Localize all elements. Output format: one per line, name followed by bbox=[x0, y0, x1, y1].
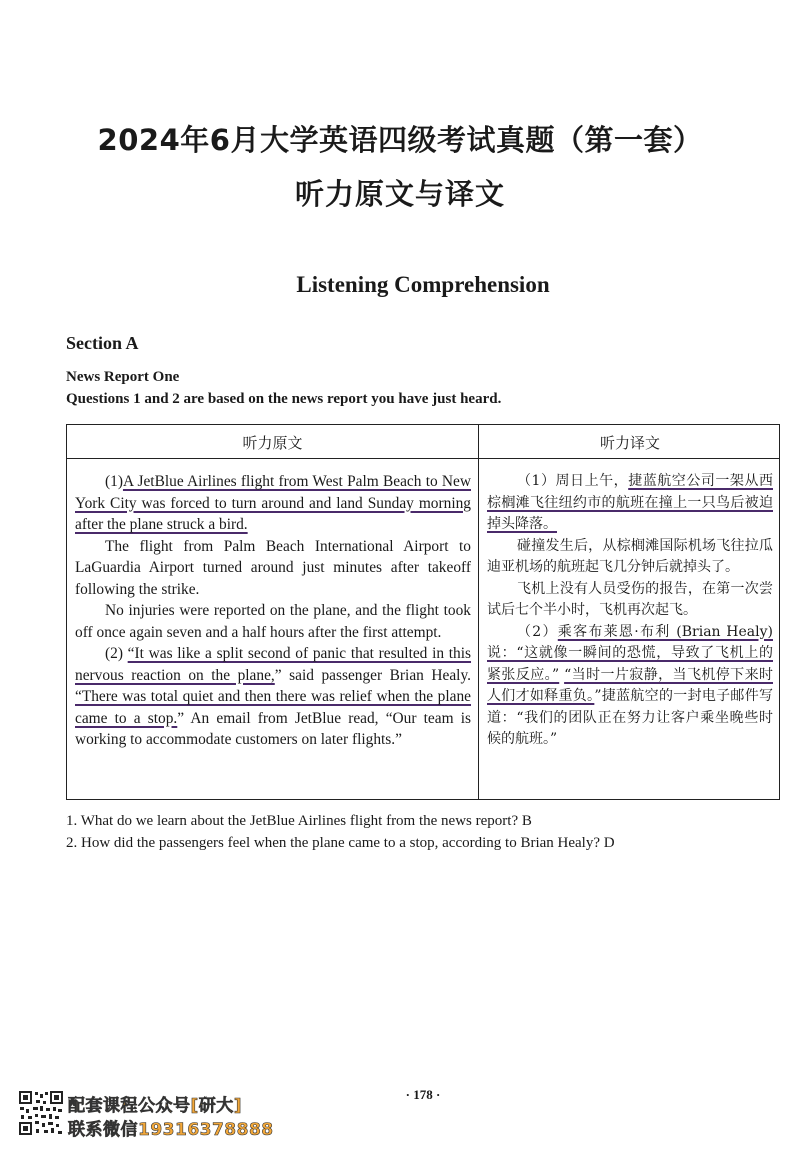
english-transcript bbox=[75, 471, 471, 751]
part-heading: Listening Comprehension bbox=[296, 272, 550, 297]
column-divider bbox=[478, 425, 479, 799]
answer-list bbox=[66, 810, 615, 854]
en-paragraph-4 bbox=[75, 643, 471, 751]
section-heading: Section A bbox=[66, 333, 139, 353]
chinese-translation bbox=[487, 471, 773, 751]
page-title: 2024年6月大学英语四级考试真题（第一套） bbox=[97, 123, 703, 157]
en-p1-underlined: A JetBlue Airlines flight from West Palm Beach to New York City was forced to turn around and land Sunday morning after the plane struck a bird. bbox=[75, 473, 471, 533]
en-paragraph-2: The flight from Palm Beach International Airport to LaGuardia Airport turned around just minutes after takeoff following the strike. bbox=[75, 537, 471, 598]
answer-2: 2. How did the passengers feel when the plane came to a stop, according to Brian Healy? D bbox=[66, 835, 615, 851]
page-number: · 178 · bbox=[405, 1087, 441, 1102]
report-heading: News Report One bbox=[66, 369, 180, 385]
qr-code-icon bbox=[18, 1090, 64, 1136]
en-p4-prefix: (2) bbox=[105, 645, 128, 662]
zh-p1-underlined: 捷蓝航空公司一架从西棕榈滩飞往纽约市的航班在撞上一只鸟后被迫掉头降落。 bbox=[487, 473, 773, 532]
header-translation: 听力译文 bbox=[599, 434, 660, 452]
zh-p4-suffix: ”捷蓝航空的一封电子邮件写道：“我们的团队正在努力让客户乘坐晚些时候的航班。” bbox=[487, 688, 773, 747]
zh-p4-prefix: （2） bbox=[517, 623, 558, 640]
questions-intro: Questions 1 and 2 are based on the news report you have just heard. bbox=[66, 391, 502, 407]
zh-paragraph-1 bbox=[487, 471, 773, 536]
page-subtitle: 听力原文与译文 bbox=[294, 177, 505, 211]
en-paragraph-1 bbox=[75, 471, 471, 536]
en-p1-prefix: (1) bbox=[105, 473, 123, 490]
zh-p4-underlined-1: 乘客布莱恩·布利 (Brian Healy) 说：“这就像一瞬间的恐慌，导致了飞机上的紧张反应。” bbox=[487, 623, 773, 683]
en-p4-underlined-2: “There was total quiet and then there was relief when the plane came to a stop. bbox=[75, 688, 471, 727]
en-p4-suffix: ” An email from JetBlue read, “Our team is working to accommodate customers on later flights.” bbox=[75, 709, 471, 748]
header-original: 听力原文 bbox=[242, 434, 303, 452]
en-p4-underlined-1: “It was like a split second of panic that resulted in this nervous reaction on the plane, bbox=[75, 645, 472, 684]
table-header-row bbox=[67, 425, 779, 459]
transcript-table bbox=[66, 424, 780, 800]
en-paragraph-3: No injuries were reported on the plane, and the flight took off once again seven and a half hours after the first attempt. bbox=[75, 602, 471, 641]
answer-1: 1. What do we learn about the JetBlue Airlines flight from the news report? B bbox=[66, 813, 532, 829]
zh-paragraph-4 bbox=[487, 622, 773, 751]
zh-p1-prefix: （1）周日上午， bbox=[517, 473, 629, 489]
zh-paragraph-2: 碰撞发生后，从棕榈滩国际机场飞往拉瓜迪亚机场的航班起飞几分钟后就掉头了。 bbox=[487, 537, 773, 575]
promo-line-2: 联系微信19316378888 bbox=[68, 1120, 274, 1140]
zh-paragraph-3: 飞机上没有人员受伤的报告，在第一次尝试后七个半小时，飞机再次起飞。 bbox=[487, 580, 773, 618]
en-p4-mid: ” said passenger Brian Healy. bbox=[274, 666, 471, 684]
zh-p4-underlined-2: “当时一片寂静，当飞机停下来时人们才如释重负。 bbox=[487, 666, 773, 704]
promo-line-1: 配套课程公众号[研大] bbox=[68, 1096, 243, 1116]
promo-stamp bbox=[18, 1090, 318, 1140]
